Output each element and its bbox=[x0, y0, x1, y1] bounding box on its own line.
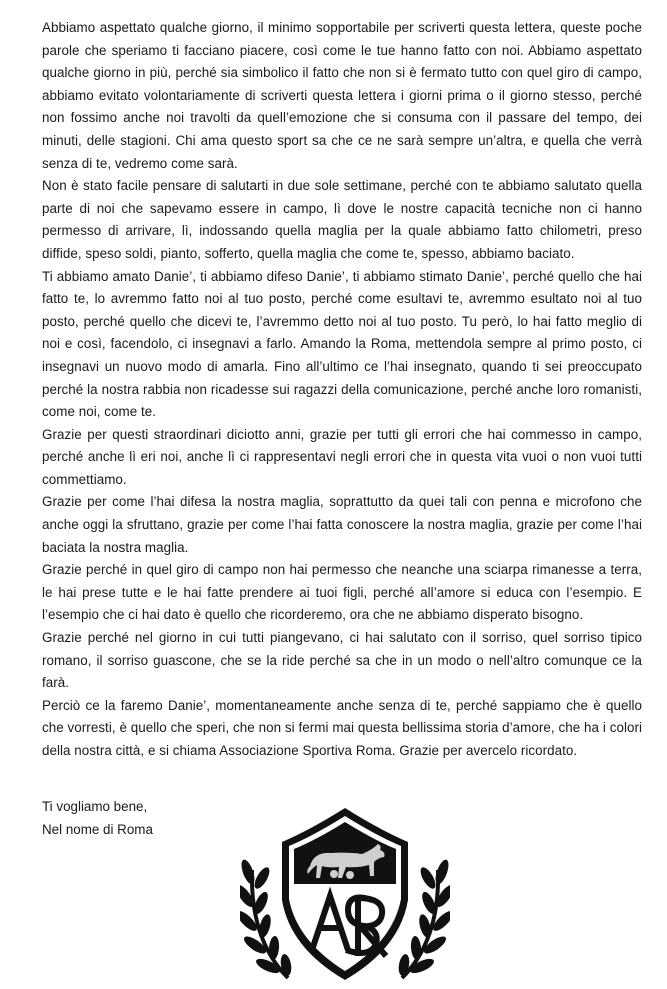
paragraph-6: Grazie perché in quel giro di campo non hai permesso che neanche una sciarpa rimanesse a terra, le hai prese tutte e le hai fatte prendere ai tuoi figli, perché all’amore si educa con l’esempio. E l’esempio che ci hai dato è quello che ricorderemo, ora che ne abbiamo disperato bisogno. bbox=[42, 562, 642, 623]
letter-body bbox=[42, 17, 642, 763]
paragraph-3: Ti abbiamo amato Danie’, ti abbiamo difeso Danie’, ti abbiamo stimato Danie’, perché quello che hai fatto te, lo avremmo fatto noi al tuo posto, perché come esultavi te, avremmo esultato noi al tuo posto, perché quello che dicevi te, l’avremmo detto noi al tuo posto. Tu però, lo hai fatto meglio di noi e così, facendolo, ci insegnavi a farlo. Amando la Roma, mettendola sempre al primo posto, ci insegnavi un nuovo modo di amarla. Fino all’ultimo ce l’hai insegnato, quando ti sei preoccupato perché la nostra rabbia non ricadesse sui ragazzi della comunicazione, perché anche loro romanisti, come noi, come te. bbox=[42, 268, 642, 420]
signoff bbox=[42, 796, 153, 841]
paragraph-5: Grazie per come l’hai difesa la nostra maglia, soprattutto da quei tali con penna e microfono che anche oggi la sfruttano, grazie per come l’hai fatta conoscere la nostra maglia, grazie per come l’hai baciata la nostra maglia. bbox=[42, 494, 642, 555]
paragraph-1: Abbiamo aspettato qualche giorno, il minimo sopportabile per scriverti questa lettera, queste poche parole che speriamo ti facciano piacere, così come le tue hanno fatto con noi. Abbiamo aspettato qualche giorno in più, perché sia simbolico il fatto che non si è fermato tutto con quel giro di campo, abbiamo evitato volontariamente di scriverti questa lettera i giorni prima o il giorno stesso, perché non fossimo anche noi travolti da quell’emozione che si consuma con il passare del tempo, dei minuti, delle stagioni. Chi ama questo sport sa che ce ne sarà sempre un’altra, e quella che verrà senza di te, vedremo come sarà. bbox=[42, 20, 642, 171]
signature-line: Nel nome di Roma bbox=[42, 821, 153, 837]
paragraph-7: Grazie perché nel giorno in cui tutti piangevano, ci hai salutato con il sorriso, quel sorriso tipico romano, il sorriso guascone, che se la ride perché sa che in un modo o nell’altro comunque ce la farà. bbox=[42, 630, 642, 691]
paragraph-2: Non è stato facile pensare di salutarti in due sole settimane, perché con te abbiamo salutato quella parte di noi che sapevamo essere in campo, lì dove le nostre capacità tecniche non ci hanno permesso di arrivare, lì, indossando quella maglia per la quale abbiamo fatto chilometri, preso diffide, speso soldi, pianto, sofferto, quella maglia che come te, spesso, abbiamo baciato. bbox=[42, 178, 642, 261]
paragraph-4: Grazie per questi straordinari diciotto anni, grazie per tutti gli errori che hai commesso in campo, perché anche lì eri noi, anche lì ci rappresentavi negli errori che in questa vita vuoi o non vuoi tutti commettiamo. bbox=[42, 426, 642, 487]
paragraph-8: Perciò ce la faremo Danie’, momentaneamente anche senza di te, perché sappiamo che è quello che vorresti, è quello che speri, che non si fermi mai questa bellissima storia d’amore, che ha i colori della nostra città, e si chiama Associazione Sportiva Roma. Grazie per avercelo ricordato. bbox=[42, 697, 642, 758]
closing-line: Ti vogliamo bene, bbox=[42, 799, 148, 814]
wolf-crest-icon bbox=[240, 800, 450, 985]
